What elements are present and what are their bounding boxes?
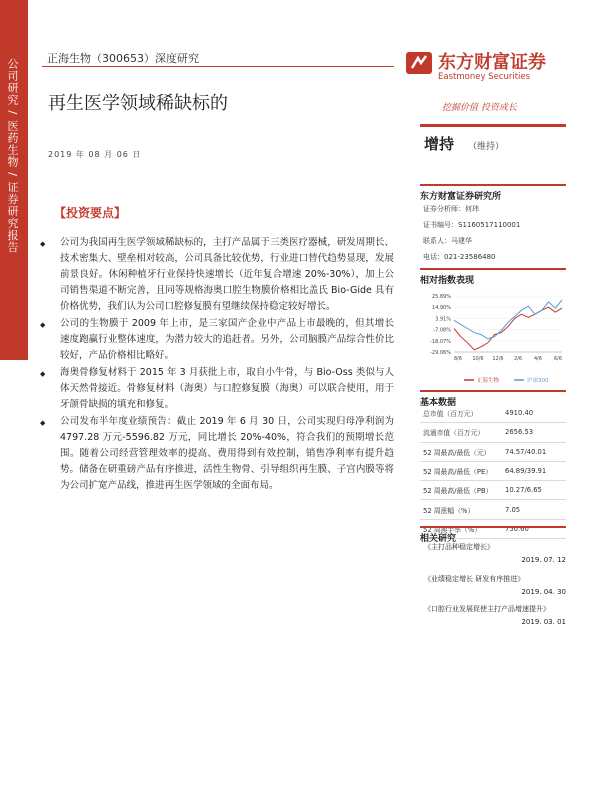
table-row bbox=[420, 404, 566, 423]
row-label: 流通市值（百万元） bbox=[423, 429, 485, 438]
x-tick-label: 10/6 bbox=[472, 356, 484, 362]
x-tick-label: 6/6 bbox=[553, 356, 563, 362]
rating-value: 增持 bbox=[424, 135, 455, 153]
row-value: 64.89/39.91 bbox=[505, 467, 547, 476]
y-tick-label: 25.89% bbox=[431, 294, 451, 300]
basic-data-table bbox=[420, 404, 566, 539]
brand-logo bbox=[404, 48, 556, 88]
x-tick-label: 4/6 bbox=[533, 356, 543, 362]
diamond-bullet-icon: ◆ bbox=[40, 240, 46, 248]
related-item-date: 2019. 07. 12 bbox=[521, 556, 566, 564]
list-item bbox=[40, 365, 394, 413]
table-row bbox=[420, 443, 566, 462]
row-value: 4910.40 bbox=[505, 409, 534, 418]
series-line-1 bbox=[454, 300, 562, 339]
list-item bbox=[40, 316, 394, 364]
related-item-title[interactable]: 《业绩稳定增长 研发有序推进》 bbox=[424, 575, 525, 583]
row-value: 2656.53 bbox=[505, 428, 534, 437]
brand-name: 东方财富证券 bbox=[438, 52, 546, 73]
investment-points-list bbox=[40, 235, 394, 495]
bullet-text: 公司发布半年度业绩预告：截止 2019 年 6 月 30 日，公司实现归母净利润为 4797.28 万元-5596.82 万元，同比增长 20%-40%，符合我们的预期增长范围。随着公司经营管理效率的提高、费用得到有效控制，销售净利率有提升趋势。储备在研重磅产品有序推进，活性生物骨、引导组织再生膜、子宫内膜等将为公司扩宽产品线，推进再生医学领域的全面布局。 bbox=[60, 416, 394, 491]
bullet-text: 公司为我国再生医学领域稀缺标的，主打产品属于三类医疗器械，研发周期长、技术密集大、壁垒相对较高，公司具备比较优势，行业进口替代趋势显现，发展前景良好。休闲种植牙行业保持快速增长（近年复合增速 20%-30%），加上公司销售渠道不断完善，且同等规格海奥口腔生物膜价格相比盖氏 Bio-Gide 具有价格优势，我们认为公司口腔修复膜有望继续保持稳定较好增长。 bbox=[60, 237, 394, 312]
contact-line: 联系人：马建华 bbox=[423, 237, 472, 245]
related-item[interactable] bbox=[420, 542, 566, 564]
related-item-date: 2019. 03. 01 bbox=[521, 618, 566, 626]
legend-label: 沪深300 bbox=[527, 378, 549, 384]
related-item[interactable] bbox=[420, 574, 566, 596]
y-tick-label: 14.90% bbox=[431, 305, 451, 312]
table-row bbox=[420, 462, 566, 481]
related-item-title[interactable]: 《口腔行业发展促使主打产品增速提升》 bbox=[424, 605, 550, 613]
analyst-line: 证券分析师：何玮 bbox=[423, 205, 479, 213]
row-label: 52 周最高/最低（PB） bbox=[423, 487, 493, 496]
diamond-bullet-icon: ◆ bbox=[40, 321, 46, 329]
y-tick-label: -7.08% bbox=[433, 327, 451, 334]
row-label: 52 周涨幅（%） bbox=[423, 506, 475, 515]
institute-heading: 东方财富证券研究所 bbox=[420, 184, 566, 202]
category-sidebar bbox=[0, 0, 28, 360]
bullet-text: 公司的生物膜于 2009 年上市，是三家国产企业中产品上市最晚的，但其增长速度跑赢行业整体速度，为潜力较大的追赶者。另外，公司脑膜产品综合性价比较好，产品价格相比略好。 bbox=[60, 318, 394, 361]
row-value: 10.27/6.65 bbox=[505, 486, 542, 495]
row-label: 52 周最高/最低（PE） bbox=[423, 468, 493, 477]
related-research-heading: 相关研究 bbox=[420, 526, 566, 544]
brand-name-en: Eastmoney Securities bbox=[438, 72, 531, 82]
report-date: 2019 年 08 月 06 日 bbox=[48, 150, 142, 159]
x-tick-label: 12/6 bbox=[492, 356, 504, 362]
x-tick-label: 2/6 bbox=[513, 356, 523, 362]
diamond-bullet-icon: ◆ bbox=[40, 370, 46, 378]
row-value: 750.60 bbox=[505, 524, 529, 533]
row-label: 总市值（百万元） bbox=[423, 410, 478, 419]
report-title: 再生医学领域稀缺标的 bbox=[48, 93, 228, 114]
diamond-bullet-icon: ◆ bbox=[40, 419, 46, 427]
row-value: 74.57/40.01 bbox=[505, 447, 547, 456]
related-item[interactable] bbox=[420, 604, 566, 626]
y-tick-label: 3.91% bbox=[435, 316, 451, 323]
investment-points-heading: 【投资要点】 bbox=[54, 206, 127, 220]
related-item-date: 2019. 04. 30 bbox=[521, 588, 566, 596]
relative-index-heading: 相对指数表现 bbox=[420, 268, 566, 286]
relative-index-chart bbox=[420, 290, 566, 390]
related-item-title[interactable]: 《主打品种稳定增长》 bbox=[424, 543, 494, 551]
brand-mark-icon bbox=[404, 48, 434, 78]
list-item bbox=[40, 414, 394, 494]
row-label: 52 周最高/最低（元） bbox=[423, 448, 491, 457]
series-line-0 bbox=[454, 307, 562, 350]
y-tick-label: -29.06% bbox=[430, 350, 451, 356]
brand-slogan: 挖掘价值 投资成长 bbox=[442, 103, 517, 113]
x-tick-label: 8/6 bbox=[453, 356, 463, 362]
legend-label: 正海生物 bbox=[477, 378, 500, 384]
table-row bbox=[420, 500, 566, 519]
header-divider bbox=[42, 66, 394, 67]
table-row bbox=[420, 481, 566, 500]
y-tick-label: -18.07% bbox=[430, 338, 451, 345]
basic-data-heading: 基本数据 bbox=[420, 390, 566, 408]
phone-line: 电话：021-23586480 bbox=[423, 253, 496, 261]
rating-box bbox=[420, 124, 566, 167]
category-label: 公司研究 / 医药生物 / 证券研究报告 bbox=[6, 58, 19, 254]
report-tag: 正海生物（300653）深度研究 bbox=[47, 52, 199, 65]
bullet-text: 海奥骨修复材料于 2015 年 3 月获批上市，取自小牛骨，与 Bio-Oss 类似与人体天然骨接近。骨修复材料（海奥）与口腔修复膜（海奥）可以联合使用，用于牙颌骨缺损的填充和修复。 bbox=[60, 367, 394, 410]
row-value: 7.05 bbox=[505, 505, 521, 514]
certificate-line: 证书编号：S1160517110001 bbox=[423, 221, 521, 229]
table-row bbox=[420, 423, 566, 442]
list-item bbox=[40, 235, 394, 315]
row-label: 52 周换手率（%） bbox=[423, 525, 482, 534]
rating-note: （维持） bbox=[468, 142, 505, 152]
